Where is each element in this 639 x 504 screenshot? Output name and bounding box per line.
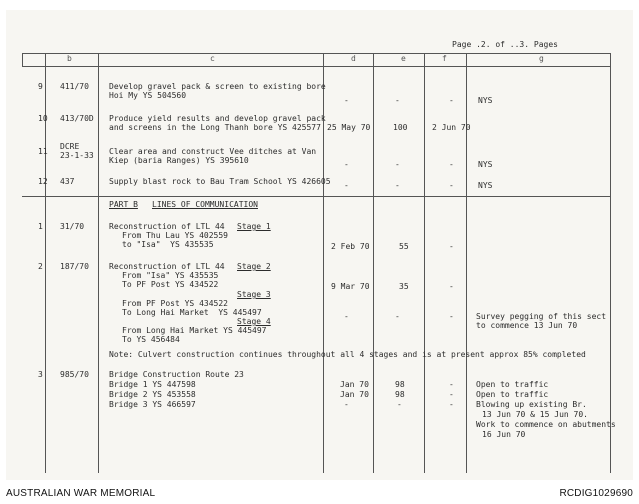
pb-row3-g1: Open to traffic — [476, 380, 549, 389]
pb-row2-num: 2 — [38, 262, 43, 271]
pb-row1-b: 31/70 — [60, 222, 85, 231]
pb-row2-c2: From "Isa" YS 435535 — [122, 271, 219, 280]
row11-c2: Kiep (baria Ranges) YS 395610 — [109, 156, 249, 165]
col-header-d: d — [351, 54, 356, 63]
pb-row2-stage3: Stage 3 — [237, 290, 271, 299]
row10-f: 2 Jun 70 — [432, 123, 471, 132]
row11-e: - — [395, 160, 400, 169]
pb-row3-c4: Bridge 3 YS 466597 — [109, 400, 196, 409]
col-line-de — [373, 53, 374, 473]
row12-f: - — [449, 181, 454, 190]
row10-d: 25 May 70 — [327, 123, 371, 132]
pb-row2-d-stage2: 9 Mar 70 — [331, 282, 370, 291]
col-header-e: e — [401, 54, 406, 63]
table-top-rule — [22, 53, 611, 54]
pb-row2-c1: Reconstruction of LTL 44 — [109, 262, 225, 271]
col-line-ef — [424, 53, 425, 473]
pb-row1-c2: From Thu Lau YS 402559 — [122, 231, 228, 240]
pb-row3-e1: 98 — [395, 380, 405, 389]
pb-row2-e-stage2: 35 — [399, 282, 409, 291]
pb-row3-g4: 13 Jun 70 & 15 Jun 70. — [482, 410, 588, 419]
row12-num: 12 — [38, 177, 48, 186]
pb-row1-stage: Stage 1 — [237, 222, 271, 231]
document-page — [6, 10, 633, 480]
pb-row3-g6: 16 Jun 70 — [482, 430, 526, 439]
row11-g: NYS — [478, 160, 493, 169]
pb-row2-g2: to commence 13 Jun 70 — [476, 321, 578, 330]
footer-archive-name: AUSTRALIAN WAR MEMORIAL — [6, 488, 156, 499]
col-header-c: c — [210, 54, 215, 63]
row12-b: 437 — [60, 177, 75, 186]
col-line-g-right — [610, 53, 611, 473]
col-line-bc — [98, 53, 99, 473]
row9-f: - — [449, 96, 454, 105]
pb-row2-f-stage3: - — [449, 312, 454, 321]
pb-row2-c3: To PF Post YS 434522 — [122, 280, 219, 289]
row9-num: 9 — [38, 82, 43, 91]
pb-row2-b: 187/70 — [60, 262, 89, 271]
pb-row2-c6: To Long Hai Market YS 445497 — [122, 308, 262, 317]
pb-row3-g3: Blowing up existing Br. — [476, 400, 587, 409]
col-line-a — [22, 53, 23, 67]
pb-row3-e2: 98 — [395, 390, 405, 399]
pb-row3-c2: Bridge 1 YS 447598 — [109, 380, 196, 389]
row9-b: 411/70 — [60, 82, 89, 91]
row9-d: - — [344, 96, 349, 105]
pb-row2-c5: From PF Post YS 434522 — [122, 299, 228, 308]
pb-row3-f3: - — [449, 400, 454, 409]
pb-row2-stage2: Stage 2 — [237, 262, 271, 271]
pb-row3-f1: - — [449, 380, 454, 389]
row10-c1: Produce yield results and develop gravel pack — [109, 114, 326, 123]
pb-row3-e3: - — [397, 400, 402, 409]
pb-row3-g5: Work to commence on abutments — [476, 420, 616, 429]
pb-row3-d3: - — [344, 400, 349, 409]
page-label: Page .2. of ..3. Pages — [452, 40, 558, 49]
footer-record-id: RCDIG1029690 — [559, 488, 633, 499]
pb-row1-c1: Reconstruction of LTL 44 — [109, 222, 225, 231]
pb-row1-num: 1 — [38, 222, 43, 231]
pb-row1-f: - — [449, 242, 454, 251]
pb-row2-d-stage3: - — [344, 312, 349, 321]
part-b-label: PART B — [109, 200, 138, 209]
row9-c2: Hoi My YS 504560 — [109, 91, 187, 100]
row11-b: DCRE 23-1-33 — [60, 142, 94, 160]
row9-g: NYS — [478, 96, 493, 105]
header-rule — [22, 66, 611, 67]
pb-row2-f-stage2: - — [449, 282, 454, 291]
pb-row2-stage4: Stage 4 — [237, 317, 271, 326]
row9-c1: Develop gravel pack & screen to existing bore — [109, 82, 326, 91]
row11-c1: Clear area and construct Vee ditches at Van — [109, 147, 317, 156]
part-a-end-rule — [22, 196, 611, 197]
pb-row2-c8: From Long Hai Market YS 445497 — [122, 326, 267, 335]
col-header-f: f — [442, 54, 447, 63]
row12-c: Supply blast rock to Bau Tram School YS 426605 — [109, 177, 331, 186]
pb-row2-c9: To YS 456484 — [122, 335, 180, 344]
part-b-title: LINES OF COMMUNICATION — [152, 200, 258, 209]
pb-row3-c3: Bridge 2 YS 453558 — [109, 390, 196, 399]
pb-row3-d1: Jan 70 — [340, 380, 369, 389]
row12-e: - — [395, 181, 400, 190]
row11-d: - — [344, 160, 349, 169]
culvert-note: Note: Culvert construction continues throughout all 4 stages and is at present approx 85% completed — [109, 350, 586, 359]
row12-g: NYS — [478, 181, 493, 190]
row9-e: - — [395, 96, 400, 105]
row12-d: - — [344, 181, 349, 190]
pb-row3-b: 985/70 — [60, 370, 89, 379]
pb-row2-g1: Survey pegging of this sect — [476, 312, 607, 321]
pb-row1-c3: to "Isa" YS 435535 — [122, 240, 214, 249]
pb-row1-d: 2 Feb 70 — [331, 242, 370, 251]
row10-b: 413/70D — [60, 114, 94, 123]
row10-num: 10 — [38, 114, 48, 123]
row10-e: 100 — [393, 123, 408, 132]
pb-row1-e: 55 — [399, 242, 409, 251]
pb-row3-d2: Jan 70 — [340, 390, 369, 399]
row10-c2: and screens in the Long Thanh bore YS 425577 — [109, 123, 321, 132]
col-header-b: b — [67, 54, 72, 63]
pb-row3-num: 3 — [38, 370, 43, 379]
col-line-fg — [466, 53, 467, 473]
pb-row3-f2: - — [449, 390, 454, 399]
col-header-g: g — [539, 54, 544, 63]
row11-num: 11 — [38, 147, 48, 156]
pb-row2-e-stage3: - — [395, 312, 400, 321]
pb-row3-c1: Bridge Construction Route 23 — [109, 370, 244, 379]
pb-row3-g2: Open to traffic — [476, 390, 549, 399]
row11-f: - — [449, 160, 454, 169]
